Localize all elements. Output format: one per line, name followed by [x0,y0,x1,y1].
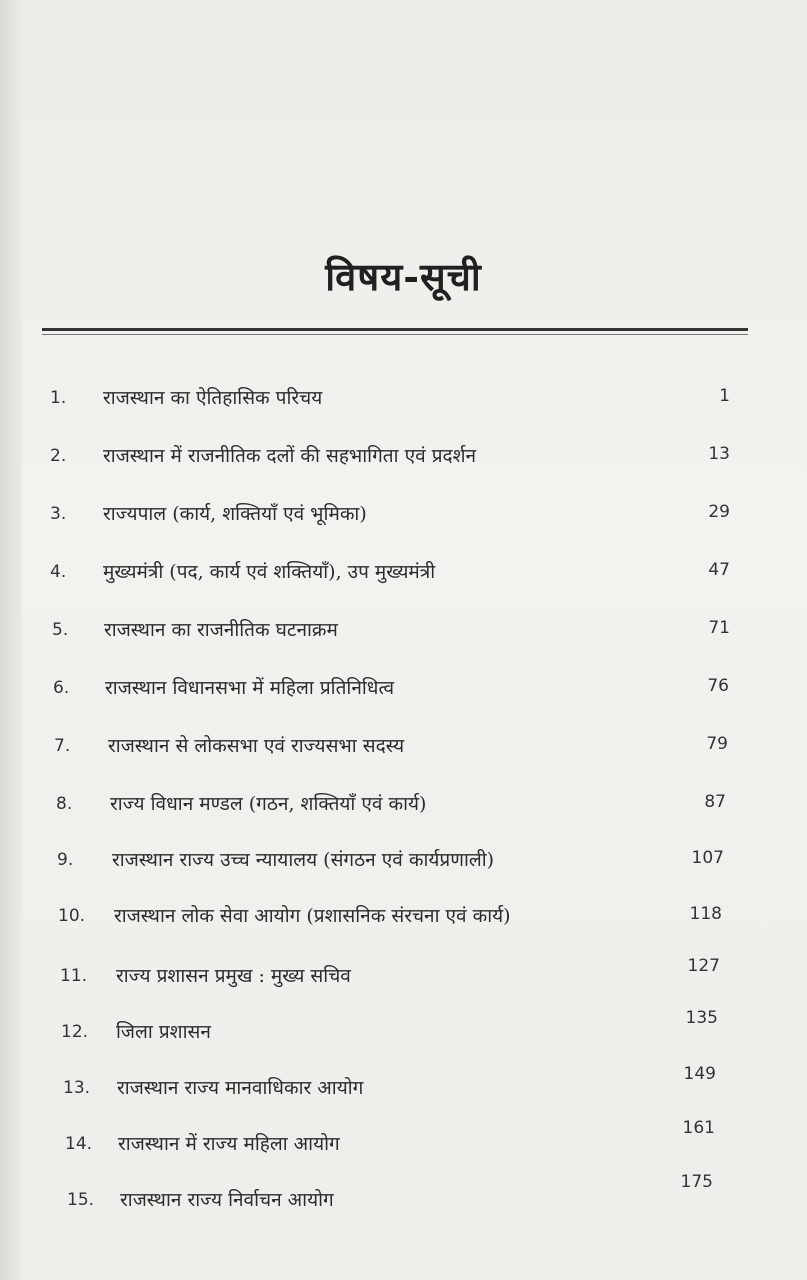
toc-entry-number: 1. [50,388,67,408]
toc-entry-page: 47 [708,560,730,580]
toc-entry-title: राज्यपाल (कार्य, शक्तियाँ एवं भूमिका) [103,503,367,525]
toc-entry [0,842,807,882]
page-title: विषय-सूची [325,254,482,299]
toc-entry-title: राजस्थान लोक सेवा आयोग (प्रशासनिक संरचना एवं कार्य) [114,905,511,927]
toc-entry-number: 3. [50,504,67,524]
toc-entry [0,1172,807,1222]
toc-entry-page: 87 [704,792,726,812]
toc-entry-page: 161 [682,1118,715,1138]
toc-entry-title: जिला प्रशासन [116,1021,211,1043]
toc-entry-number: 7. [54,736,71,756]
table-of-contents [0,372,807,1232]
toc-entry-number: 6. [53,678,70,698]
toc-entry [0,1008,807,1054]
toc-entry-number: 15. [67,1190,95,1210]
toc-entry-page: 135 [685,1008,718,1028]
toc-entry-page: 13 [708,444,730,464]
toc-entry-title: राज्य प्रशासन प्रमुख : मुख्य सचिव [116,965,351,987]
toc-entry-title: राजस्थान में राजनीतिक दलों की सहभागिता एवं प्रदर्शन [103,445,477,467]
toc-entry-title: मुख्यमंत्री (पद, कार्य एवं शक्तियाँ), उप मुख्यमंत्री [103,561,436,583]
toc-entry-page: 1 [719,386,730,406]
toc-entry-number: 5. [52,620,69,640]
toc-entry [0,612,807,652]
toc-entry-number: 2. [50,446,67,466]
toc-entry [0,554,807,594]
title-divider [42,328,748,331]
toc-entry [0,958,807,998]
toc-entry [0,728,807,768]
toc-entry-number: 10. [58,906,86,926]
toc-entry-number: 9. [57,850,74,870]
toc-entry-page: 29 [708,502,730,522]
toc-entry-number: 13. [63,1078,91,1098]
toc-entry-title: राजस्थान से लोकसभा एवं राज्यसभा सदस्य [108,735,405,757]
toc-entry-number: 8. [56,794,73,814]
toc-entry [0,1064,807,1110]
toc-entry [0,380,807,420]
toc-entry [0,438,807,478]
toc-entry [0,1118,807,1166]
toc-entry-title: राजस्थान राज्य मानवाधिकार आयोग [117,1077,364,1099]
toc-entry-page: 149 [683,1064,716,1084]
toc-entry-title: राजस्थान राज्य निर्वाचन आयोग [120,1189,334,1211]
toc-entry-title: राजस्थान में राज्य महिला आयोग [118,1133,340,1155]
toc-entry [0,898,807,938]
toc-entry [0,670,807,710]
toc-entry-page: 107 [691,848,724,868]
toc-entry-number: 14. [65,1134,93,1154]
toc-entry-number: 12. [61,1022,89,1042]
toc-entry [0,786,807,826]
toc-entry-title: राजस्थान राज्य उच्च न्यायालय (संगठन एवं कार्यप्रणाली) [112,849,495,871]
toc-entry-page: 175 [680,1172,713,1192]
toc-entry-page: 79 [706,734,728,754]
toc-entry-page: 118 [689,904,722,924]
toc-entry-title: राज्य विधान मण्डल (गठन, शक्तियाँ एवं कार्य) [110,793,427,815]
toc-entry-number: 11. [60,966,88,986]
toc-entry-number: 4. [50,562,67,582]
toc-entry-page: 76 [707,676,729,696]
toc-entry-title: राजस्थान विधानसभा में महिला प्रतिनिधित्व [105,677,395,699]
toc-entry-title: राजस्थान का राजनीतिक घटनाक्रम [104,619,338,641]
toc-entry-page: 71 [708,618,730,638]
toc-entry-page: 127 [687,956,720,976]
toc-entry [0,496,807,536]
toc-entry-title: राजस्थान का ऐतिहासिक परिचय [103,387,323,409]
title-divider-thin [42,334,748,335]
